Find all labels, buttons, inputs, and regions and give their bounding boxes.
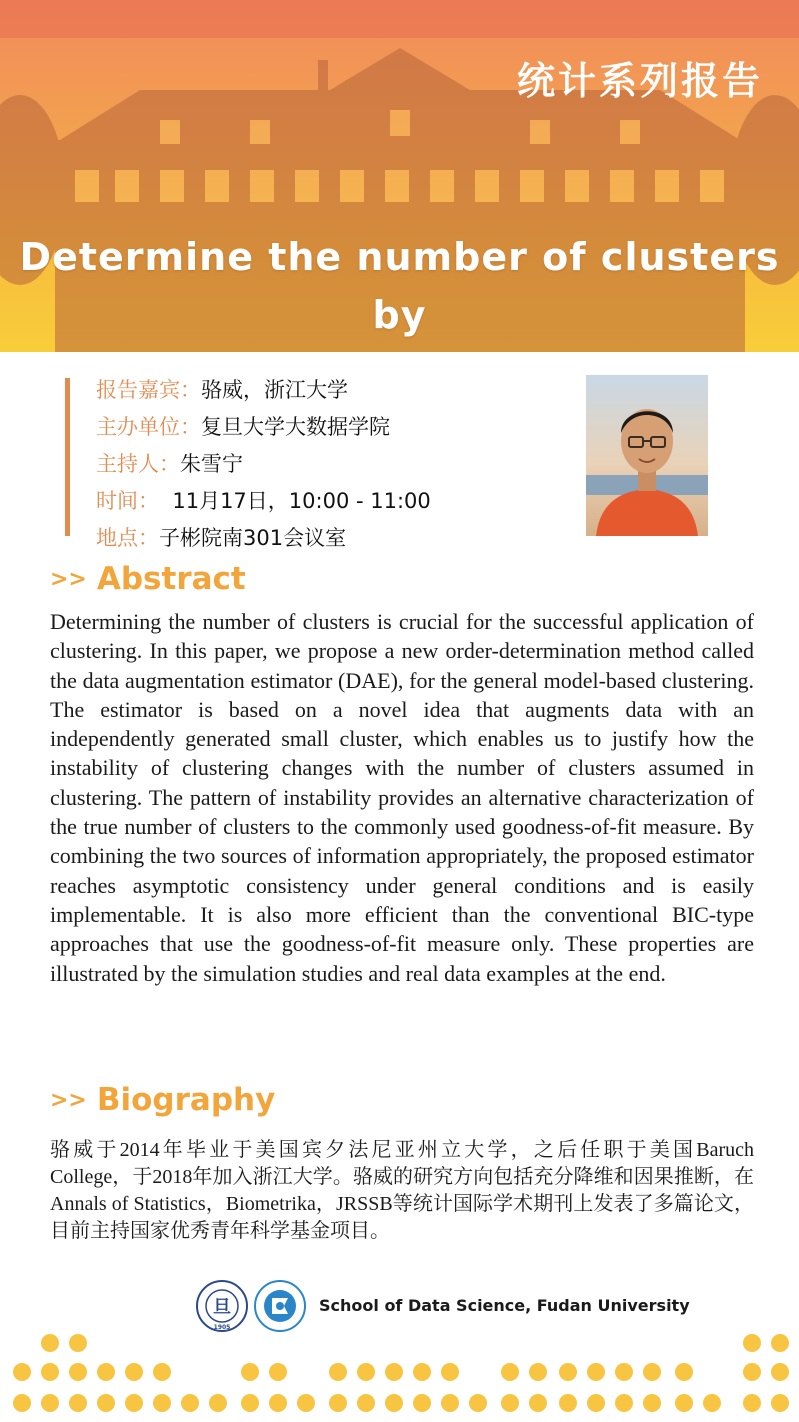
abstract-heading-text: Abstract	[96, 561, 246, 597]
decorative-dot	[703, 1394, 721, 1412]
decorative-dot	[385, 1394, 403, 1412]
double-chevron-icon: >>	[50, 1088, 87, 1113]
decorative-dot	[241, 1394, 259, 1412]
decorative-dot	[269, 1363, 287, 1381]
info-moderator	[96, 448, 431, 485]
info-speaker	[96, 374, 431, 411]
info-host-unit	[96, 411, 431, 448]
info-value: 11月17日，10:00 - 11:00	[159, 489, 431, 513]
decorative-dot	[469, 1394, 487, 1412]
series-title: 统计系列报告	[516, 59, 763, 103]
decorative-dot	[559, 1394, 577, 1412]
decorative-dots	[0, 1325, 799, 1422]
info-value: 子彬院南301会议室	[159, 526, 347, 550]
decorative-dot	[413, 1394, 431, 1412]
decorative-dot	[675, 1363, 693, 1381]
decorative-dot	[357, 1363, 375, 1381]
abstract-text: Determining the number of clusters is crucial for the successful application of clustering. In this paper, we propose a new order-determination method called the data augmentation estimator (DAE), for the general model-based clustering. The estimator is based on a novel idea that augments data with an independently generated small cluster, which enables us to justify how the instability of clustering changes with the number of clusters assumed in clustering. The pattern of instability provides an alternative characterization of the true number of clusters to the commonly used goodness-of-fit measure. By combining the two sources of information appropriately, the proposed estimator reaches asymptotic consistency under general conditions and is easily implementable. It is also more efficient than the conventional BIC-type approaches that use the goodness-of-fit measure only. These properties are illustrated by the simulation studies and real data examples at the end.	[50, 609, 754, 986]
decorative-dot	[643, 1394, 661, 1412]
decorative-dot	[529, 1363, 547, 1381]
decorative-dot	[13, 1363, 31, 1381]
decorative-dot	[743, 1363, 761, 1381]
decorative-dot	[329, 1394, 347, 1412]
logo-year: 1905	[213, 1324, 231, 1331]
biography-heading-text: Biography	[96, 1082, 276, 1118]
decorative-dot	[181, 1394, 199, 1412]
decorative-dot	[357, 1394, 375, 1412]
decorative-dot	[743, 1334, 761, 1352]
decorative-dot	[41, 1363, 59, 1381]
talk-title	[0, 228, 799, 352]
info-label: 地点：	[96, 526, 159, 550]
info-location	[96, 522, 431, 559]
decorative-dot	[125, 1363, 143, 1381]
decorative-dot	[501, 1363, 519, 1381]
logo-character: 旦	[213, 1297, 231, 1318]
decorative-dot	[587, 1394, 605, 1412]
decorative-dot	[441, 1363, 459, 1381]
info-value: 复旦大学大数据学院	[201, 415, 390, 439]
decorative-dot	[413, 1363, 431, 1381]
decorative-dot	[41, 1394, 59, 1412]
abstract-heading	[50, 561, 246, 597]
speaker-photo	[586, 375, 708, 536]
decorative-dot	[241, 1363, 259, 1381]
decorative-dot	[529, 1394, 547, 1412]
decorative-dot	[153, 1394, 171, 1412]
biography-heading	[50, 1082, 275, 1118]
event-info-list	[96, 374, 431, 559]
info-value: 朱雪宁	[180, 452, 243, 476]
decorative-dot	[385, 1363, 403, 1381]
info-accent-bar	[65, 378, 70, 536]
decorative-dot	[587, 1363, 605, 1381]
decorative-dot	[743, 1394, 761, 1412]
decorative-dot	[69, 1363, 87, 1381]
talk-title-line1: Determine the number of clusters by	[19, 235, 780, 337]
decorative-dot	[69, 1394, 87, 1412]
decorative-dot	[441, 1394, 459, 1412]
decorative-dot	[153, 1363, 171, 1381]
decorative-dot	[297, 1394, 315, 1412]
talk-title-line2	[186, 351, 613, 352]
decorative-dot	[675, 1394, 693, 1412]
double-chevron-icon: >>	[50, 567, 87, 592]
biography-text: 骆威于2014年毕业于美国宾夕法尼亚州立大学，之后任职于美国Baruch College，于2018年加入浙江大学。骆威的研究方向包括充分降维和因果推断，在Annals of Statistics，Biometrika，JRSSB等统计国际学术期刊上发表了多篇论文，目前主持国家优秀青年科学基金项目。	[50, 1139, 754, 1242]
info-value: 骆威，浙江大学	[201, 378, 348, 402]
decorative-dot	[615, 1363, 633, 1381]
decorative-dot	[615, 1394, 633, 1412]
decorative-dot	[329, 1363, 347, 1381]
header-banner	[0, 0, 799, 352]
info-label: 主办单位：	[96, 415, 201, 439]
decorative-dot	[771, 1394, 789, 1412]
decorative-dot	[41, 1334, 59, 1352]
decorative-dot	[209, 1394, 227, 1412]
decorative-dot	[125, 1394, 143, 1412]
decorative-dot	[771, 1363, 789, 1381]
info-label: 主持人：	[96, 452, 180, 476]
footer-school-name: School of Data Science, Fudan University	[319, 1296, 690, 1315]
info-time	[96, 485, 431, 522]
info-label: 报告嘉宾：	[96, 378, 201, 402]
decorative-dot	[69, 1334, 87, 1352]
decorative-dot	[97, 1394, 115, 1412]
decorative-dot	[559, 1363, 577, 1381]
decorative-dot	[97, 1363, 115, 1381]
decorative-dot	[771, 1334, 789, 1352]
decorative-dot	[13, 1394, 31, 1412]
decorative-dot	[643, 1363, 661, 1381]
info-label: 时间：	[96, 489, 159, 513]
decorative-dot	[269, 1394, 287, 1412]
decorative-dot	[501, 1394, 519, 1412]
